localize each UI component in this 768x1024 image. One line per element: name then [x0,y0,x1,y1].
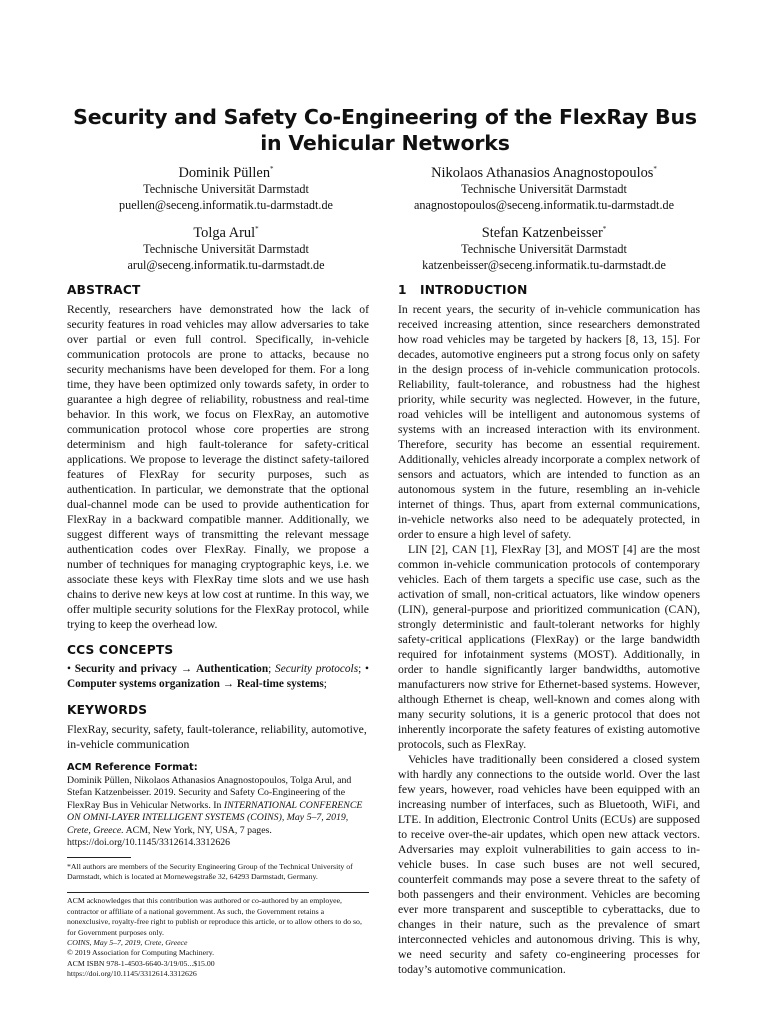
author-affiliation: Technische Universität Darmstadt [143,182,309,196]
footnote-divider [67,857,131,858]
reference-text: Dominik Püllen, Nikolaos Athanasios Anagnostopoulos, Tolga Arul, and Stefan Katzenbeisser. 2019. Security and Safety Co-Engineering of the FlexRay Bus in Vehicular Networks. In INTERNATIONAL CONFERENCE ON OMNI-LAYER INTELLIGENT SYSTEMS (COINS), May 5–7, 2019, Crete, Greece. ACM, New York, NY, USA, 7 pages. https://doi.org/10.1145/3312614.3312626 [67,775,363,849]
author-affiliation: Technische Universität Darmstadt [461,242,627,256]
right-column [398,282,700,977]
ccs-heading: CCS CONCEPTS [67,643,174,657]
author-1 [67,164,385,213]
copyright-venue: COINS, May 5–7, 2019, Crete, Greece [67,938,188,948]
abstract-heading: ABSTRACT [67,283,141,297]
reference-heading: ACM Reference Format: [67,762,198,773]
intro-paragraph-3: Vehicles have traditionally been considered a closed system with hardly any connections to the outside world. Over the last few years, however, road vehicles have been equipped with an increasing number of interfaces, such as Bluetooth, WiFi, and LTE. In addition, Electronic Control Units (ECUs) are supposed to receive over-the-air updates, which open new attack vectors. Adversaries may exploit vulnerabilities to gain access to in-vehicle buses. In case such buses are not well secured, counterfeit commands may pose a severe threat to the safety of both passengers and their environment. Vehicles are becoming ever more transparent and susceptible to cyberattacks, due to changes in their nature, such as the prevalence of smart interconnected vehicles and autonomous driving. This is why, we need security and safety co-engineering processes for today’s automotive communication. [398,753,700,976]
copyright-isbn: ACM ISBN 978-1-4503-6640-3/19/05...$15.00 [67,958,215,968]
section-number: 1 [398,283,407,297]
author-mark: * [653,165,657,174]
abstract-text: Recently, researchers have demonstrated how the lack of security features in road vehicles may allow adversaries to take over partial or even full control. Specifically, in-vehicle communication protocols are prone to attacks, because no security mechanisms have been developed for them. For a long time, they have been optimized only towards safety, in order to guarantee a high degree of reliability, robustness and real-time behavior. In this work, we focus on FlexRay, an automotive communication protocol whose core properties are strong determinism and high fault-tolerance for safety-critical applications. We propose to leverage the distinct safety-tailored features of FlexRay for security purposes, such as authentication. In particular, we demonstrate that the optional dual-channel mode can be used to provide authentication for FlexRay in a backward compatible manner. Additionally, we suggest different ways of transmitting the relevant message authentication codes over FlexRay. Finally, we propose a number of techniques for managing cryptographic keys, i.e. we associate these keys with FlexRay time slots and we use hash chains to derive new keys at low cost at runtime. In this way, we offer multiple security solutions for the FlexRay protocol, while trying to keep the overhead low. [67,303,369,631]
keywords-heading: KEYWORDS [67,703,148,717]
author-mark: * [255,225,259,234]
copyright-association: © 2019 Association for Computing Machinery. [67,948,215,958]
author-mark: * [602,225,607,234]
author-name: Tolga Arul [193,225,256,241]
author-name: Stefan Katzenbeisser [481,225,603,241]
author-email: katzenbeisser@seceng.informatik.tu-darmstadt.de [422,257,666,272]
author-2 [385,164,703,213]
author-3 [67,224,385,273]
author-affiliation: Technische Universität Darmstadt [461,182,627,196]
copyright-divider [67,892,369,893]
copyright-notice: ACM acknowledges that this contribution was authored or co-authored by an employee, contractor or affiliate of a national government. As such, the Government retains a nonexclusive, royalty-free right to publish or reproduce this article, or to allow others to do so, for Government purposes only. [67,896,362,937]
author-footnote: *All authors are members of the Security Engineering Group of the Technical University of Darmstadt, which is located at Mornewegstraße 32, 64293 Darmstadt, Germany. [67,862,353,882]
paper-page [67,0,703,1024]
keywords-text: FlexRay, security, safety, fault-tolerance, reliability, automotive, in-vehicle communication [67,723,367,751]
intro-paragraph-1: In recent years, the security of in-vehicle communication has received increasing attention, since researchers demonstrated how road vehicles may be targeted by hackers [8, 13, 15]. For decades, automotive engineers put a strong focus only on safety in the design process of in-vehicle communication protocols. Reliability, fault-tolerance, and robustness had the highest priority, while security was neglected. However, in the future, road vehicles will be intelligent and autonomous systems of systems with an increased interaction with its environment. Therefore, security has become an essential requirement. Additionally, vehicles already incorporate a complex network of sensors and actuators, which are intended to function as an autonomous system in the future, resembling an in-vehicle internet of things. Thus, apart from external communications, in-vehicle networks also need to be adequately protected, in order to ensure a high level of safety. [398,303,700,541]
author-mark: * [270,165,274,174]
author-name: Nikolaos Athanasios Anagnostopoulos [431,165,654,181]
author-name: Dominik Püllen [178,165,271,181]
author-email: puellen@seceng.informatik.tu-darmstadt.de [119,197,333,212]
section-title: INTRODUCTION [420,283,528,297]
copyright-doi[interactable]: https://doi.org/10.1145/3312614.3312626 [67,969,197,979]
paper-title: Security and Safety Co-Engineering of the FlexRay Bus in Vehicular Networks [73,105,697,155]
intro-heading [398,282,700,298]
intro-paragraph-2: LIN [2], CAN [1], FlexRay [3], and MOST [4] are the most common in-vehicle communication protocols of contemporary vehicles. Each of them targets a specific use case, such as the activation of small, non-critical actuators, like window openers (LIN), general-purpose and prioritized communication (CAN), strongly deterministic and fault-tolerant networks for highly safety-critical applications (FlexRay) or the large bandwidth required for infotainment systems (MOST). Additionally, in order to handle significantly larger bandwidths, automotive manufacturers now strive for Ethernet-based systems. However, although Ethernet is cheap, well-known and comes along with many security solutions, it is a generic protocol that does not inherently incorporate the safety features of existing automotive protocols, such as FlexRay. [398,543,700,751]
copyright-block [67,896,369,979]
author-email: arul@seceng.informatik.tu-darmstadt.de [127,257,325,272]
author-affiliation: Technische Universität Darmstadt [143,242,309,256]
left-column [67,282,369,980]
author-4 [385,224,703,273]
ccs-concepts: • Security and privacy → Authentication; Security protocols; • Computer systems organization → Real-time systems; [67,663,369,690]
author-email: anagnostopoulos@seceng.informatik.tu-darmstadt.de [414,197,674,212]
